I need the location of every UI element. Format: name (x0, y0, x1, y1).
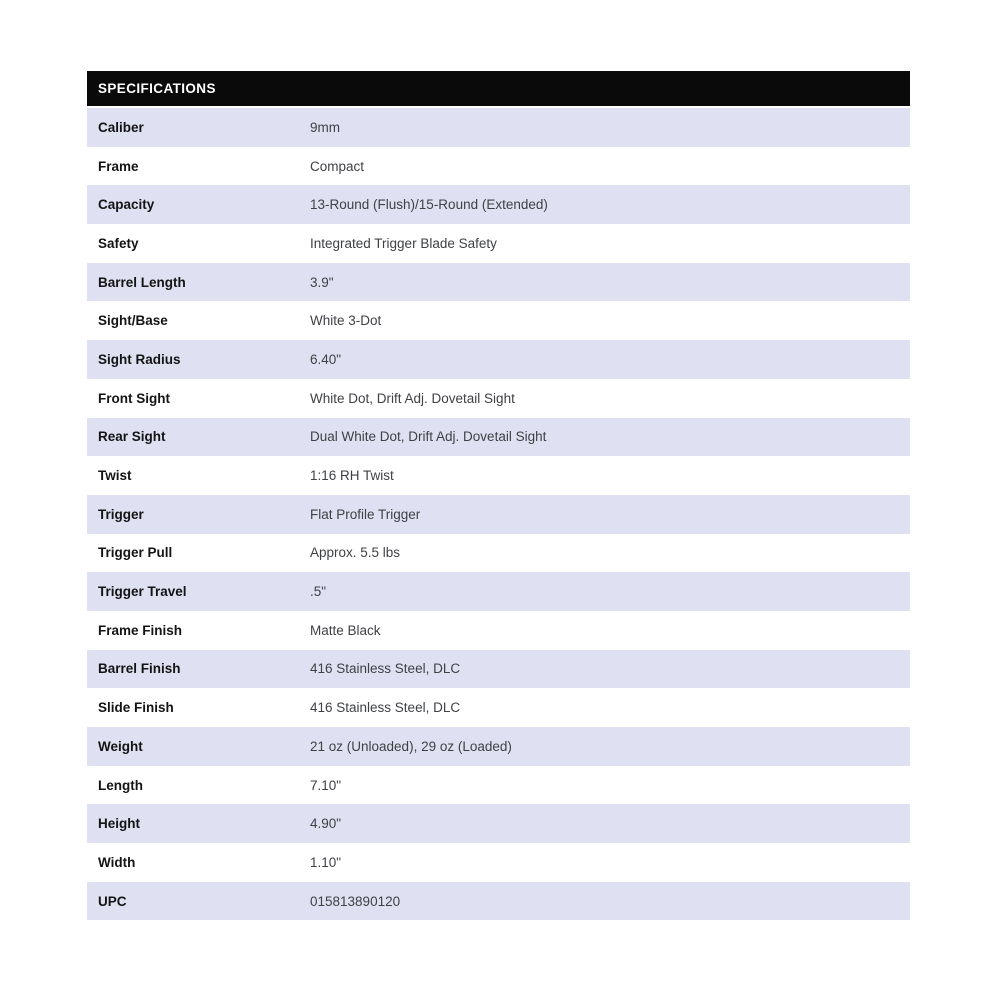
table-row (87, 804, 910, 843)
spec-label: Length (98, 777, 143, 793)
table-row (87, 185, 910, 224)
spec-value: Matte Black (310, 622, 381, 638)
table-row (87, 418, 910, 457)
spec-label: Sight Radius (98, 351, 181, 367)
spec-value: 21 oz (Unloaded), 29 oz (Loaded) (310, 738, 512, 754)
table-row (87, 534, 910, 573)
spec-label: Trigger (98, 506, 144, 522)
spec-value: Dual White Dot, Drift Adj. Dovetail Sight (310, 429, 547, 445)
spec-label: Caliber (98, 119, 144, 135)
spec-label: Slide Finish (98, 700, 174, 716)
spec-value: 416 Stainless Steel, DLC (310, 700, 461, 716)
table-row (87, 224, 910, 263)
spec-label: Trigger Pull (98, 545, 173, 561)
table-row (87, 495, 910, 534)
spec-value: Integrated Trigger Blade Safety (310, 235, 497, 251)
spec-value: 13-Round (Flush)/15-Round (Extended) (310, 197, 548, 213)
spec-label: Rear Sight (98, 429, 166, 445)
table-row (87, 688, 910, 727)
spec-value: 3.9" (310, 274, 334, 290)
spec-value: White Dot, Drift Adj. Dovetail Sight (310, 390, 515, 406)
spec-rows-container (87, 108, 910, 920)
spec-label: Front Sight (98, 390, 170, 406)
table-row (87, 572, 910, 611)
table-row (87, 843, 910, 882)
table-row (87, 108, 910, 147)
specifications-table (87, 71, 910, 920)
table-row (87, 650, 910, 689)
table-row (87, 340, 910, 379)
spec-label: Barrel Length (98, 274, 186, 290)
spec-label: UPC (98, 893, 127, 909)
table-row (87, 611, 910, 650)
specifications-header (87, 71, 910, 108)
table-row (87, 456, 910, 495)
spec-value: 4.90" (310, 816, 342, 832)
spec-value: 1.10" (310, 854, 342, 870)
table-row (87, 301, 910, 340)
table-row (87, 147, 910, 186)
spec-value: .5" (310, 584, 327, 600)
table-row (87, 766, 910, 805)
spec-label: Capacity (98, 197, 155, 213)
spec-value: 7.10" (310, 777, 342, 793)
spec-label: Width (98, 854, 136, 870)
table-row (87, 882, 910, 921)
spec-label: Barrel Finish (98, 661, 181, 677)
specifications-title: SPECIFICATIONS (98, 81, 216, 96)
spec-value: Compact (310, 158, 365, 174)
spec-value: 6.40" (310, 351, 342, 367)
spec-label: Frame (98, 158, 139, 174)
spec-label: Sight/Base (98, 313, 168, 329)
spec-label: Twist (98, 468, 132, 484)
spec-value: 9mm (310, 119, 340, 135)
spec-value: 416 Stainless Steel, DLC (310, 661, 461, 677)
spec-label: Height (98, 816, 140, 832)
spec-value: Approx. 5.5 lbs (310, 545, 401, 561)
spec-value: 1:16 RH Twist (310, 468, 394, 484)
spec-label: Weight (98, 738, 143, 754)
spec-label: Safety (98, 235, 139, 251)
spec-value: White 3-Dot (310, 313, 382, 329)
spec-label: Trigger Travel (98, 584, 187, 600)
table-row (87, 727, 910, 766)
table-row (87, 263, 910, 302)
spec-value: 015813890120 (310, 893, 401, 909)
spec-label: Frame Finish (98, 622, 183, 638)
table-row (87, 379, 910, 418)
spec-value: Flat Profile Trigger (310, 506, 421, 522)
